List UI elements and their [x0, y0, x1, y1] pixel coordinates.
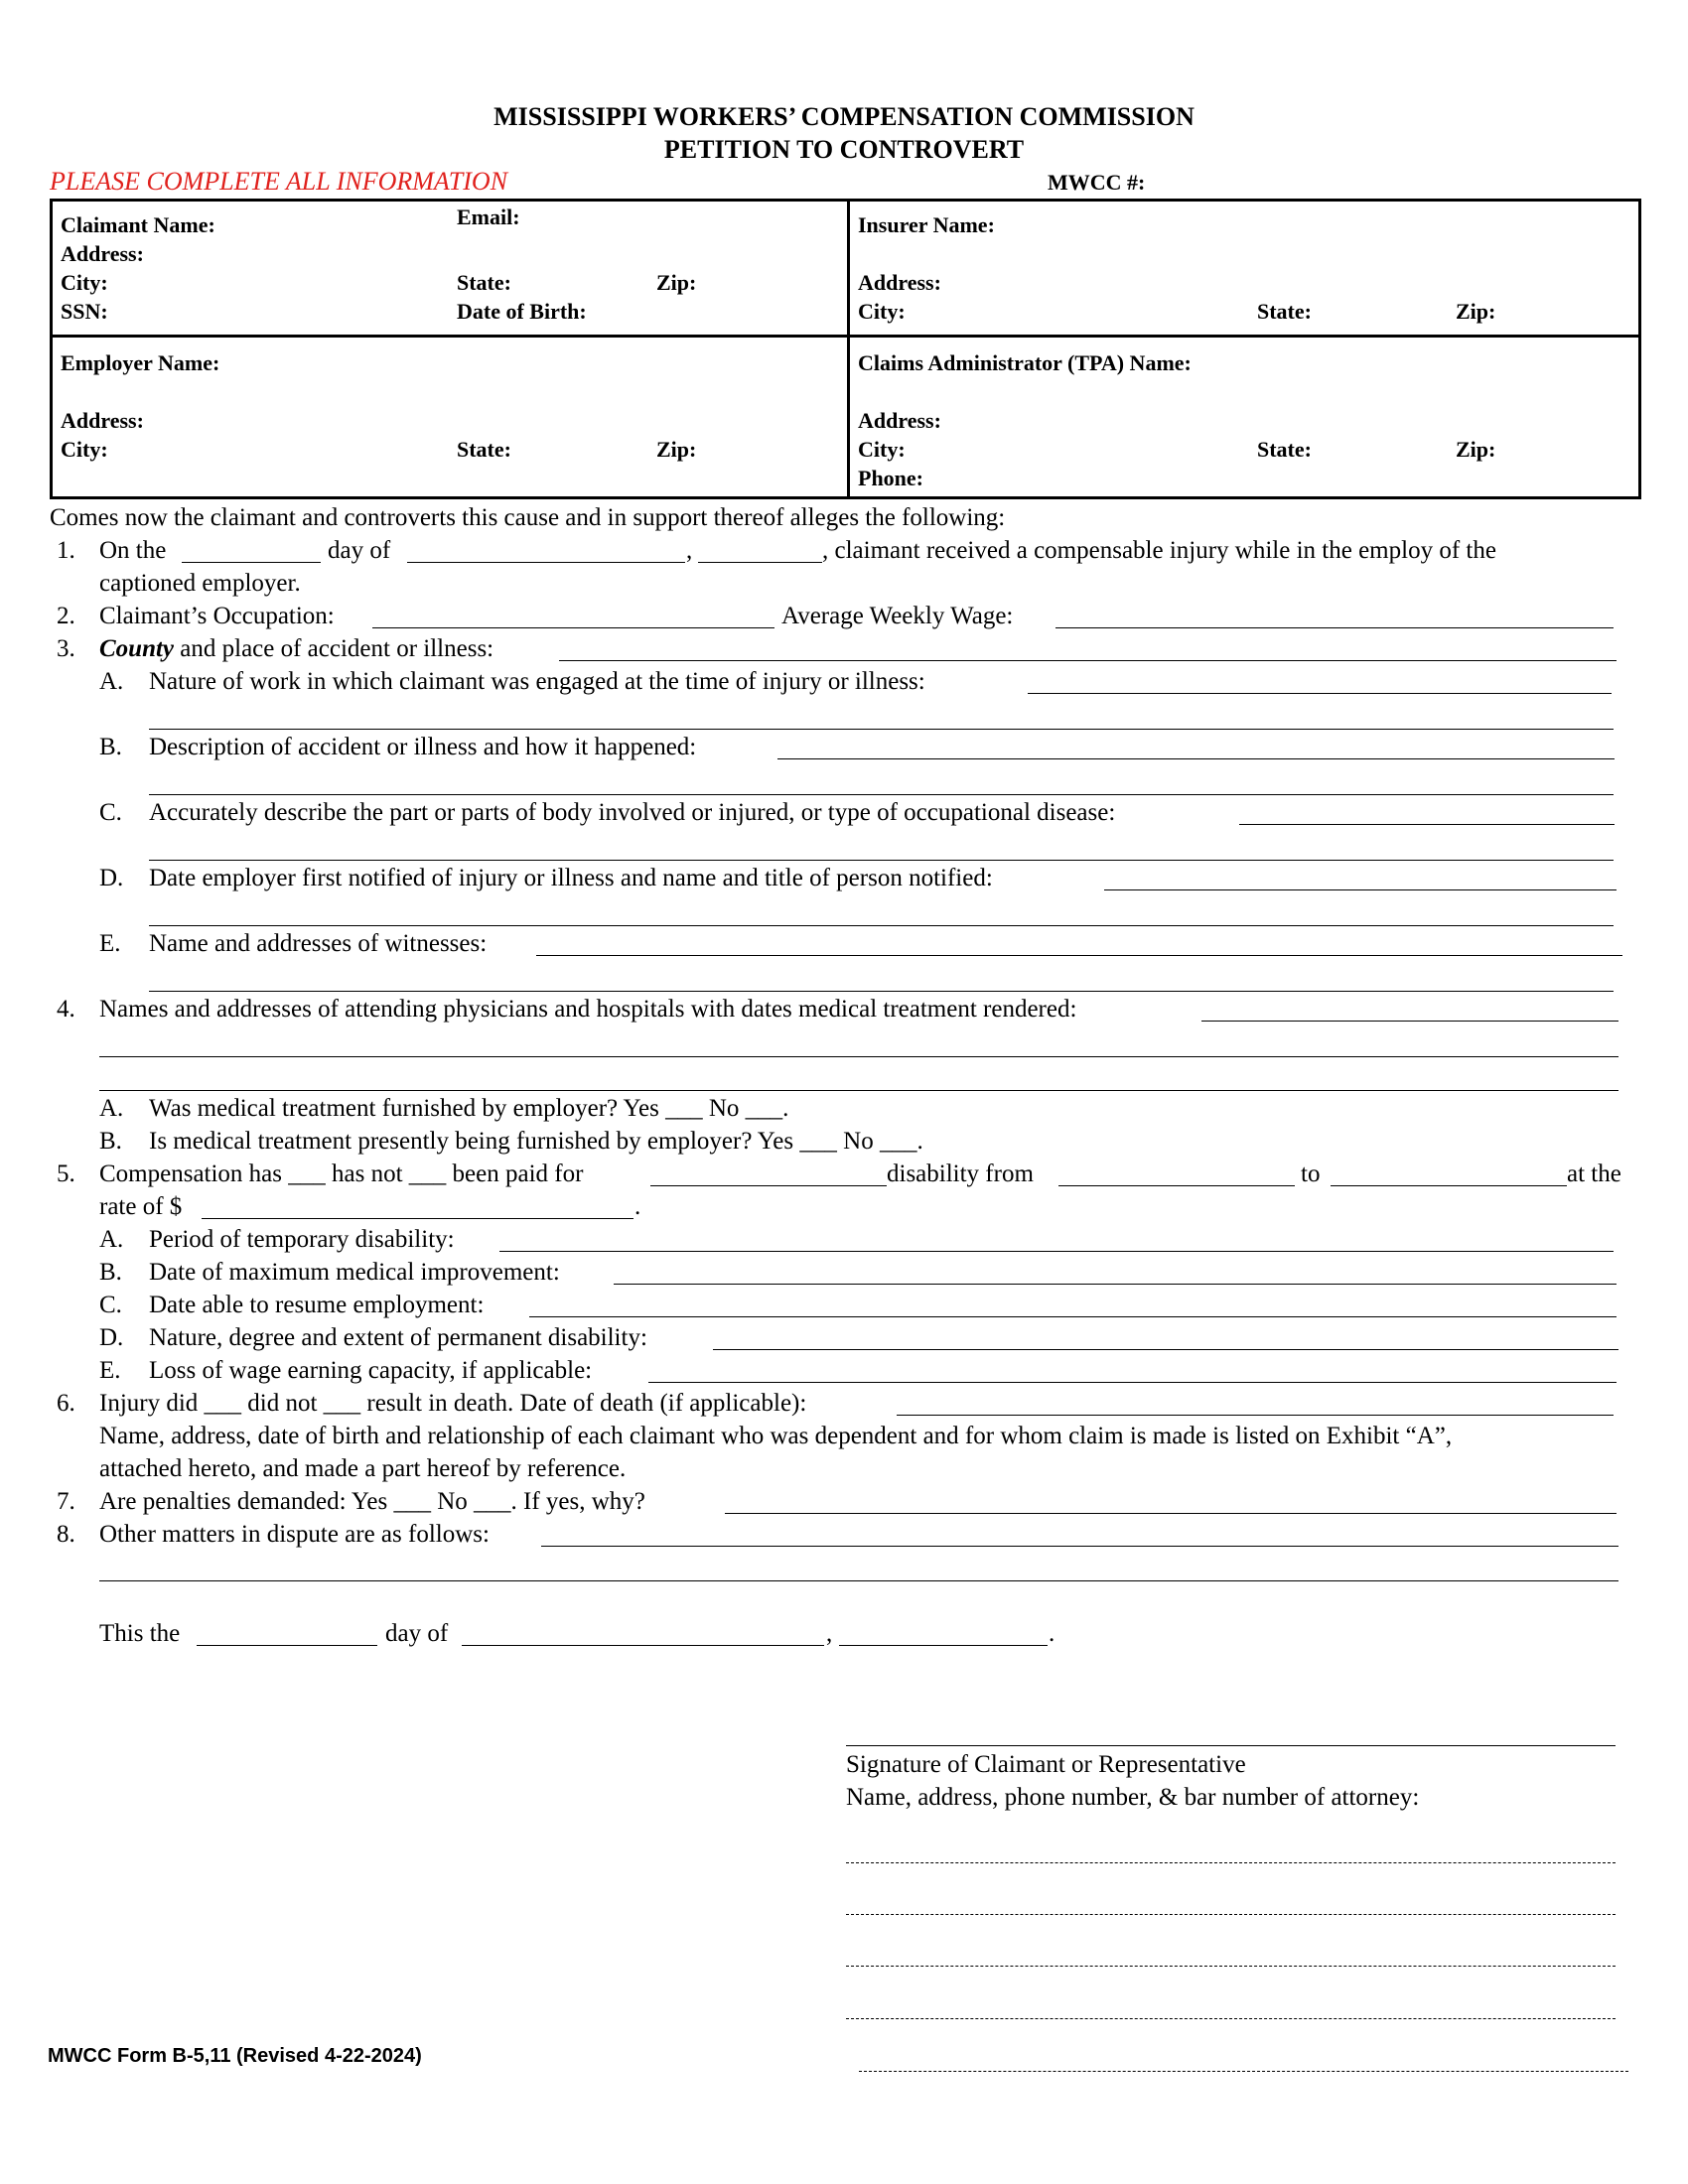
other-matters-field[interactable]	[541, 1546, 1618, 1547]
item3C-letter: C.	[99, 799, 122, 826]
injury-year-field[interactable]	[698, 562, 822, 563]
claimant-city-label: City:	[61, 270, 108, 295]
dating-text: This the	[99, 1620, 181, 1647]
claimant-zip-label: Zip:	[656, 270, 697, 295]
item5A-letter: A.	[99, 1226, 124, 1253]
tpa-name-label: Claims Administrator (TPA) Name:	[858, 350, 1192, 375]
item4B-letter: B.	[99, 1128, 122, 1155]
attorney-line-2[interactable]	[846, 1914, 1616, 1915]
item4-text: Names and addresses of attending physicians and hospitals with dates medical treatment rendered:	[99, 996, 1077, 1023]
temporary-disability-field[interactable]	[499, 1251, 1614, 1252]
accident-description-field-2[interactable]	[149, 794, 1614, 795]
item3A-letter: A.	[99, 668, 124, 695]
item3D-text: Date employer first notified of injury or illness and name and title of person notified:	[149, 865, 993, 891]
item5C-text: Date able to resume employment:	[149, 1292, 485, 1318]
item3-text	[99, 633, 493, 665]
penalties-reason-field[interactable]	[725, 1513, 1617, 1514]
item5C-letter: C.	[99, 1292, 122, 1318]
physicians-field-3[interactable]	[99, 1090, 1618, 1091]
insurer-name-label: Insurer Name:	[858, 212, 995, 237]
sign-month-field[interactable]	[462, 1645, 824, 1646]
item4B-text: Is medical treatment presently being furnished by employer? Yes ___ No ___.	[149, 1128, 923, 1155]
nature-of-work-field-2[interactable]	[149, 729, 1614, 730]
item-number: 3.	[57, 635, 75, 662]
witnesses-field[interactable]	[536, 955, 1622, 956]
tpa-box	[847, 335, 1641, 499]
employer-box	[50, 335, 850, 499]
disability-to-field[interactable]	[1331, 1185, 1567, 1186]
insurer-state-label: State:	[1257, 299, 1312, 324]
employer-notified-field[interactable]	[1104, 889, 1617, 890]
item3A-text: Nature of work in which claimant was engaged at the time of injury or illness:	[149, 668, 925, 695]
sign-day-field[interactable]	[197, 1645, 377, 1646]
item1-text: ,	[686, 537, 693, 564]
complete-notice: PLEASE COMPLETE ALL INFORMATION	[50, 167, 508, 196]
item5D-text: Nature, degree and extent of permanent disability:	[149, 1324, 647, 1351]
item1-text: day of	[328, 537, 391, 564]
item6-text: attached hereto, and made a part hereof by reference.	[99, 1455, 627, 1482]
nature-of-work-field[interactable]	[1028, 693, 1612, 694]
death-date-field[interactable]	[897, 1415, 1614, 1416]
disability-type-field[interactable]	[650, 1185, 887, 1186]
insurer-zip-label: Zip:	[1456, 299, 1496, 324]
mmi-date-field[interactable]	[614, 1284, 1617, 1285]
signature-field[interactable]	[846, 1745, 1616, 1746]
item3D-letter: D.	[99, 865, 124, 891]
item3C-text: Accurately describe the part or parts of body involved or injured, or type of occupational disease:	[149, 799, 1116, 826]
item6-text: Name, address, date of birth and relationship of each claimant who was dependent and for whom claim is made is listed on Exhibit “A”,	[99, 1423, 1453, 1449]
item1-text: On the	[99, 537, 167, 564]
item5E-text: Loss of wage earning capacity, if applicable:	[149, 1357, 593, 1384]
accident-description-field[interactable]	[777, 758, 1615, 759]
sign-year-field[interactable]	[839, 1645, 1048, 1646]
employer-city-label: City:	[61, 437, 108, 462]
resume-employment-field[interactable]	[529, 1316, 1617, 1317]
body-parts-field[interactable]	[1239, 824, 1615, 825]
permanent-disability-field[interactable]	[713, 1349, 1618, 1350]
witnesses-field-2[interactable]	[149, 991, 1614, 992]
physicians-field[interactable]	[1201, 1021, 1618, 1022]
item2-text: Claimant’s Occupation:	[99, 603, 335, 629]
item8-text: Other matters in dispute are as follows:	[99, 1521, 490, 1548]
dating-text: day of	[385, 1620, 449, 1647]
ssn-label: SSN:	[61, 299, 108, 324]
item5B-text: Date of maximum medical improvement:	[149, 1259, 560, 1286]
attorney-info-label: Name, address, phone number, & bar number of attorney:	[846, 1784, 1420, 1811]
item2-text: Average Weekly Wage:	[781, 603, 1014, 629]
item-number: 1.	[57, 537, 75, 564]
county-place-field[interactable]	[559, 660, 1617, 661]
email-label: Email:	[457, 205, 520, 229]
employer-address-label: Address:	[61, 408, 144, 433]
claimant-box	[50, 199, 850, 338]
wage-capacity-field[interactable]	[648, 1382, 1617, 1383]
mwcc-number-label: MWCC #:	[1048, 170, 1146, 195]
item4A-letter: A.	[99, 1095, 124, 1122]
attorney-line-3[interactable]	[846, 1966, 1616, 1967]
item5-text: disability from	[887, 1160, 1034, 1187]
item-number: 8.	[57, 1521, 75, 1548]
item1-text: captioned employer.	[99, 570, 301, 597]
claimant-name-label: Claimant Name:	[61, 212, 215, 237]
dating-text: .	[1049, 1620, 1055, 1647]
item5-text: rate of $	[99, 1193, 183, 1220]
item5D-letter: D.	[99, 1324, 124, 1351]
injury-month-field[interactable]	[407, 562, 685, 563]
tpa-city-label: City:	[858, 437, 906, 462]
claimant-address-label: Address:	[61, 241, 144, 266]
intro-text: Comes now the claimant and controverts this cause and in support thereof alleges the following:	[50, 504, 1006, 531]
insurer-address-label: Address:	[858, 270, 941, 295]
tpa-phone-label: Phone:	[858, 466, 923, 490]
dob-label: Date of Birth:	[457, 299, 587, 324]
body-parts-field-2[interactable]	[149, 860, 1614, 861]
item5A-text: Period of temporary disability:	[149, 1226, 455, 1253]
insurer-city-label: City:	[858, 299, 906, 324]
dating-text: ,	[826, 1620, 833, 1647]
physicians-field-2[interactable]	[99, 1056, 1618, 1057]
employer-state-label: State:	[457, 437, 511, 462]
tpa-zip-label: Zip:	[1456, 437, 1496, 462]
compensation-rate-field[interactable]	[202, 1218, 633, 1219]
item6-text: Injury did ___ did not ___ result in death. Date of death (if applicable):	[99, 1390, 807, 1417]
tpa-state-label: State:	[1257, 437, 1312, 462]
weekly-wage-field[interactable]	[1055, 627, 1614, 628]
tpa-address-label: Address:	[858, 408, 941, 433]
disability-from-field[interactable]	[1058, 1185, 1295, 1186]
form-title: PETITION TO CONTROVERT	[663, 135, 1025, 164]
item5B-letter: B.	[99, 1259, 122, 1286]
employer-zip-label: Zip:	[656, 437, 697, 462]
attorney-line-5[interactable]	[859, 2071, 1628, 2072]
other-matters-field-2[interactable]	[99, 1580, 1618, 1581]
form-footer: MWCC Form B-5,11 (Revised 4-22-2024)	[48, 2045, 422, 2067]
item3E-text: Name and addresses of witnesses:	[149, 930, 488, 957]
injury-day-field[interactable]	[182, 562, 321, 563]
attorney-line-1[interactable]	[846, 1862, 1616, 1863]
item-number: 7.	[57, 1488, 75, 1515]
item5E-letter: E.	[99, 1357, 121, 1384]
item7-text: Are penalties demanded: Yes ___ No ___. If yes, why?	[99, 1488, 645, 1515]
claimant-state-label: State:	[457, 270, 511, 295]
employer-notified-field-2[interactable]	[149, 925, 1614, 926]
item5-text: .	[634, 1193, 641, 1220]
item-number: 6.	[57, 1390, 75, 1417]
item-number: 2.	[57, 603, 75, 629]
item-number: 4.	[57, 996, 75, 1023]
occupation-field[interactable]	[372, 627, 774, 628]
item4A-text: Was medical treatment furnished by employer? Yes ___ No ___.	[149, 1095, 789, 1122]
item3B-letter: B.	[99, 734, 122, 760]
item-number: 5.	[57, 1160, 75, 1187]
insurer-box	[847, 199, 1641, 338]
item1-text: , claimant received a compensable injury while in the employ of the	[822, 537, 1496, 564]
item3-rest: and place of accident or illness:	[174, 635, 494, 662]
item3E-letter: E.	[99, 930, 121, 957]
commission-title: MISSISSIPPI WORKERS’ COMPENSATION COMMISSION	[493, 102, 1195, 131]
employer-name-label: Employer Name:	[61, 350, 220, 375]
signature-label: Signature of Claimant or Representative	[846, 1751, 1246, 1778]
county-label: County	[99, 635, 175, 662]
item3B-text: Description of accident or illness and how it happened:	[149, 734, 697, 760]
item5-text: at the	[1567, 1160, 1621, 1187]
item5-text: Compensation has ___ has not ___ been paid for	[99, 1160, 584, 1187]
attorney-line-4[interactable]	[846, 2018, 1616, 2019]
item5-text: to	[1301, 1160, 1321, 1187]
